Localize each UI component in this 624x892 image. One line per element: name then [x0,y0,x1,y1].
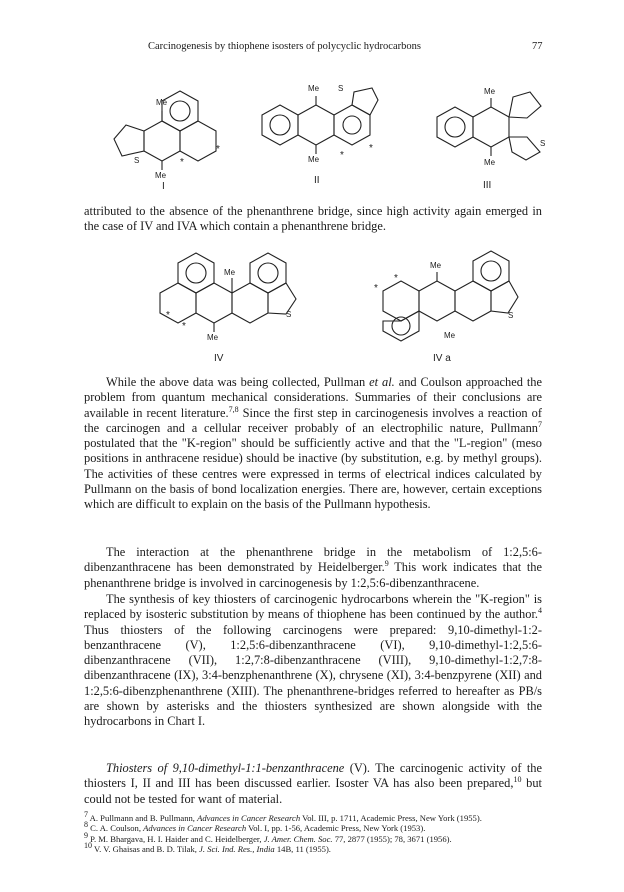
s-label: S [338,84,344,93]
me-label: Me [484,158,496,167]
asterisk: * [216,144,220,155]
footnote-10: $^{10}$ V. V. Ghaisas and B. D. Tilak, J. Sci. Ind. Res., India 14B, 11 (1955). [84,841,331,855]
asterisk: * [374,283,378,294]
running-title: Carcinogenesis by thiophene isosters of polycyclic hydrocarbons [148,41,421,52]
paragraph-pullman: While the above data was being collected, Pullman et al. and Coulson approached the problem from quantum mechanical considerations. Summaries of their conclusions are available in recent literature.$^{7,8}$ Since the first step in carcinogenesis involves a reaction of the carcinogen and a cellular receiver probably of an electrophilic nature, Pullmann$^7$ postulated that the "K-region" should be sufficiently active and that the "L-region" (meso positions in anthracene residue) should be inactive (by substitution, e.g. by methyl groups). The activities of these centres were expressed in terms of electrical indices calculated by Pullmann on the basis of bond localization energies. There are, however, certain exceptions which are difficult to explain on the basis of the Pullmann hypothesis. [84,375,542,512]
page-number: 77 [532,41,543,52]
asterisk: * [394,273,398,284]
asterisk: * [369,143,373,154]
compound-label-III: III [483,180,492,191]
paragraph-thiosters: The synthesis of key thiosters of carcinogenic hydrocarbons wherein the "K-region" is replaced by isosteric substitution by means of thiophene has been continued by the author.$^4$ Thus thiosters of the following carcinogens were prepared: 9,10-dimethyl-1:2-benzanthracene (V), 1:2,5:6-dibenzanthracene (VI), 9,10-dimethyl-1:2,5:6-dibenzanthracene (VII), 1:2,7:8-dibenzanthracene (VIII), 9,10-dimethyl-1:2,7:8-dibenzanthracene (IX), 3:4-benzphenanthrene (X), chrysene (XI), 3:4-benzpyrene (XII) and 1:2,5:6-dibenzphenanthrene (XIII). The phenanthrene-bridges referred to hereafter as PB/s are shown by asterisks and the thiosters synthesized are shown alongside with the hydrocarbons in Chart I. [84,592,542,729]
asterisk: * [180,157,184,168]
compound-label-IV: IV [214,353,224,364]
footnote-9: $^9$ P. M. Bhargava, H. I. Haider and C. Heidelberger, J. Amer. Chem. Soc. 77, 2877 (1955); 78, 3671 (1956). [84,830,452,844]
structure-I [114,91,220,180]
s-label: S [508,311,514,320]
asterisk: * [182,321,186,332]
paragraph-dimethyl: Thiosters of 9,10-dimethyl-1:1-benzanthracene (V). The carcinogenic activity of the thiosters I, II and III has been discussed earlier. Isoster VA has also been prepared,$^{10}$ but could not be tested for want of material. [84,761,543,806]
footnotes [84,810,550,855]
structure-II [262,84,378,186]
me-label: Me [308,155,320,164]
s-label: S [286,310,292,319]
me-label: Me [308,84,320,93]
footnote-8: $^8$ C. A. Coulson, Advances in Cancer Research Vol. I, pp. 1-56, Academic Press, New York (1953). [84,820,426,834]
footnote-7: $^7$ A. Pullmann and B. Pullmann, Advances in Cancer Research Vol. III, p. 1711, Academic Press, New York (1955). [84,810,482,823]
compound-label-II: II [314,175,320,186]
me-label: Me [484,87,496,96]
structure-IV [160,253,296,364]
asterisk: * [166,310,170,321]
me-label: Me [156,98,168,107]
compound-label-IVa: IV a [433,353,451,364]
asterisk: * [340,150,344,161]
structure-III [437,87,545,191]
me-label: Me [207,333,219,342]
paragraph-continuation: attributed to the absence of the phenanthrene bridge, since high activity again emerged in the case of IV and IVA which contain a phenanthrene bridge. [84,204,542,234]
me-label: Me [430,261,442,270]
paragraph-heidelberger: The interaction at the phenanthrene bridge in the metabolism of 1:2,5:6-dibenzanthracene has been demonstrated by Heidelberger.$^9$ This work indicates that the phenanthrene bridge is involved in carcinogenesis by 1:2,5:6-dibenzanthracene. [84,545,542,590]
s-label: S [134,156,140,165]
s-label: S [540,139,546,148]
compound-label-I: I [162,181,165,192]
structure-IVa [374,251,518,364]
me-label: Me [224,268,236,277]
me-label: Me [444,331,456,340]
me-label: Me [155,171,167,180]
